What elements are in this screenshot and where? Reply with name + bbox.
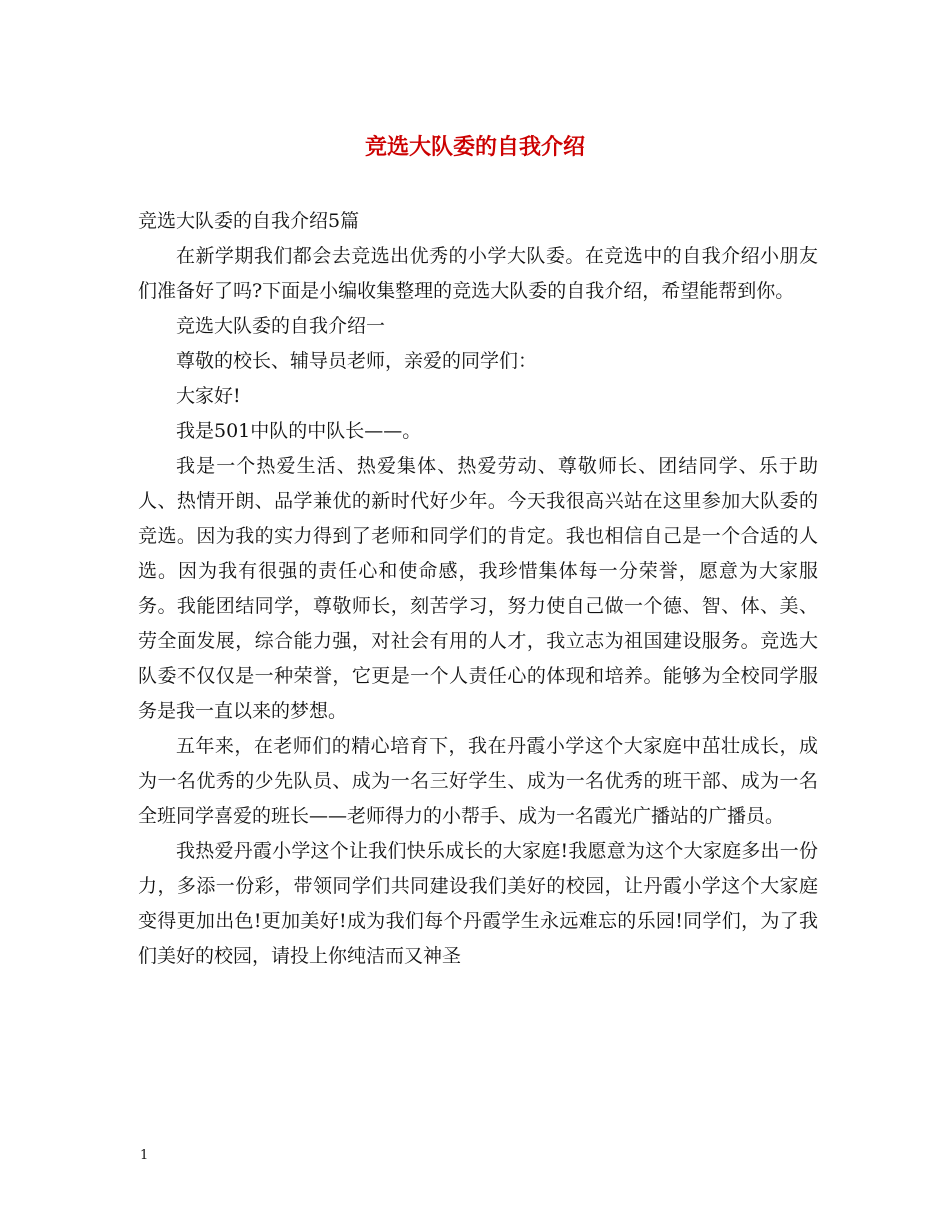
- paragraph: 我是一个热爱生活、热爱集体、热爱劳动、尊敬师长、团结同学、乐于助人、热情开朗、品学兼优的新时代好少年。今天我很高兴站在这里参加大队委的竞选。因为我的实力得到了老师和同学们的肯定。我也相信自己是一个合适的人选。因为我有很强的责任心和使命感，我珍惜集体每一分荣誉，愿意为大家服务。我能团结同学，尊敬师长，刻苦学习，努力使自己做一个德、智、体、美、劳全面发展，综合能力强，对社会有用的人才，我立志为祖国建设服务。竞选大队委不仅仅是一种荣誉，它更是一个人责任心的体现和培养。能够为全校同学服务是我一直以来的梦想。: [138, 455, 818, 722]
- document-title: 竞选大队委的自我介绍: [364, 134, 585, 160]
- paragraph: 我是501中队的中队长——。: [176, 420, 422, 442]
- paragraph: 尊敬的校长、辅导员老师，亲爱的同学们：: [176, 350, 538, 372]
- paragraph: 大家好!: [176, 385, 241, 407]
- paragraph: 在新学期我们都会去竞选出优秀的小学大队委。在竞选中的自我介绍小朋友们准备好了吗?下面是小编收集整理的竞选大队委的自我介绍，希望能帮到你。: [138, 245, 818, 302]
- paragraph: 竞选大队委的自我介绍5篇: [138, 210, 360, 232]
- paragraph: 竞选大队委的自我介绍一: [176, 315, 386, 337]
- paragraph: 五年来，在老师们的精心培育下，我在丹霞小学这个大家庭中茁壮成长，成为一名优秀的少先队员、成为一名三好学生、成为一名优秀的班干部、成为一名全班同学喜爱的班长——老师得力的小帮手、成为一名霞光广播站的广播员。: [138, 735, 818, 827]
- page-number: 1: [140, 1148, 149, 1163]
- document-body: [138, 204, 818, 974]
- paragraph: 我热爱丹霞小学这个让我们快乐成长的大家庭!我愿意为这个大家庭多出一份力，多添一份彩，带领同学们共同建设我们美好的校园，让丹霞小学这个大家庭变得更加出色!更加美好!成为我们每个丹霞学生永远难忘的乐园!同学们，为了我们美好的校园，请投上你纯洁而又神圣: [138, 840, 818, 967]
